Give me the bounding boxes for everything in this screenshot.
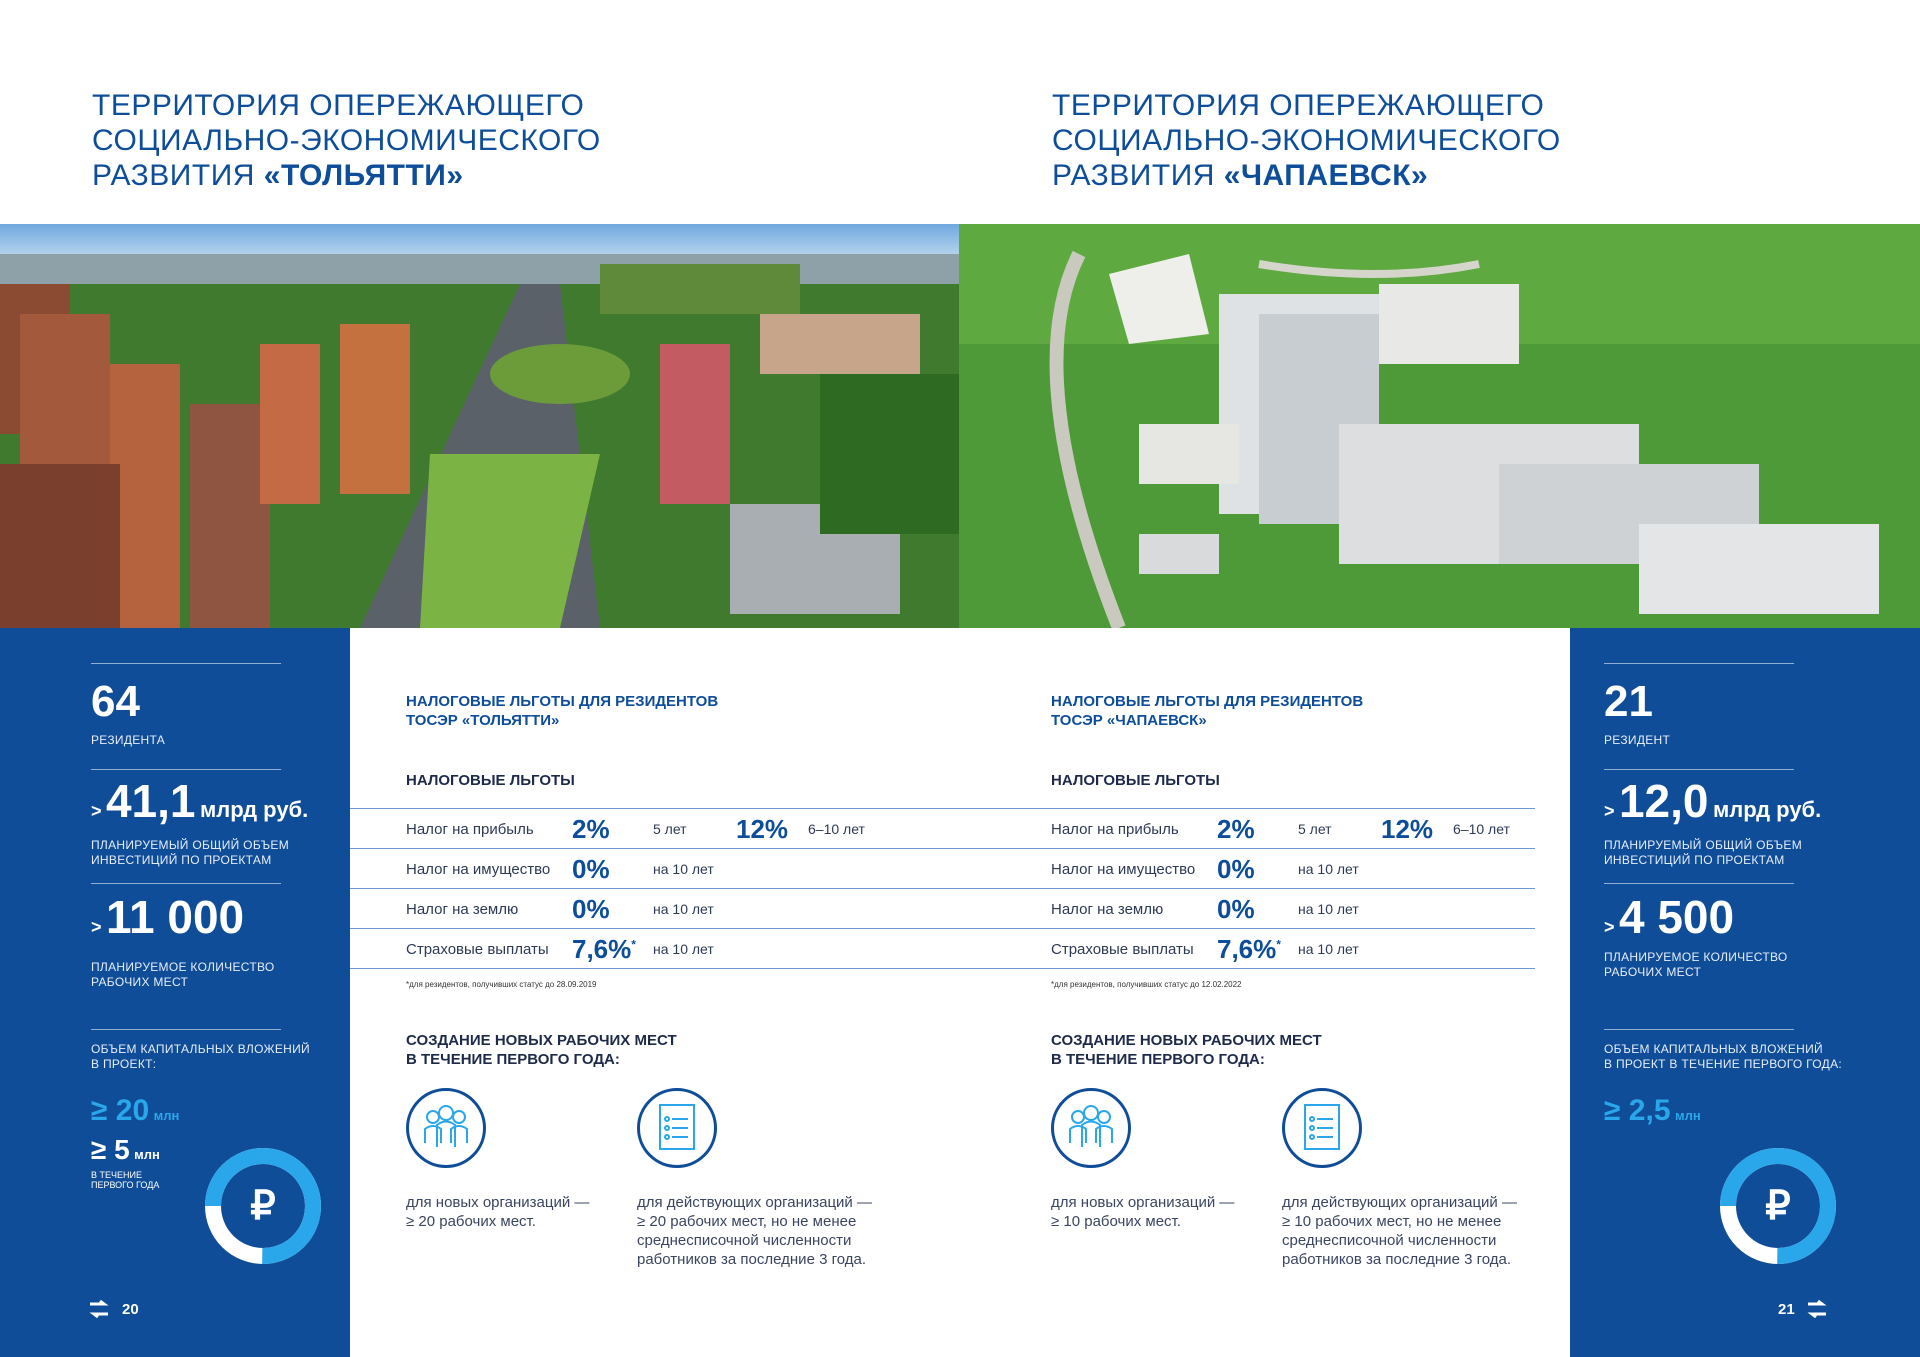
ruble-icon: ₽ xyxy=(250,1184,276,1228)
tax-rate: 0% xyxy=(572,854,610,884)
ruble-ring xyxy=(1717,1145,1839,1267)
page-number: 21 xyxy=(1778,1301,1795,1318)
capex-unit: млн xyxy=(1674,1108,1701,1123)
capex-value-2 xyxy=(91,1136,160,1164)
text-line: среднесписочной численности xyxy=(1282,1232,1497,1249)
text-line: ≥ 20 рабочих мест, но не менее xyxy=(637,1213,857,1230)
new-org-text xyxy=(1051,1193,1234,1231)
tax-term: 5 лет xyxy=(1298,821,1332,837)
heading-city: «ЧАПАЕВСК» xyxy=(1223,159,1429,192)
capex-number: ≥ 2,5 xyxy=(1604,1094,1671,1127)
capex-value-1 xyxy=(1604,1094,1701,1128)
divider xyxy=(1604,769,1794,770)
jobs-label xyxy=(91,960,275,990)
label-line: ОБЪЕМ КАПИТАЛЬНЫХ ВЛОЖЕНИЙ xyxy=(1604,1042,1823,1056)
note-line: В ТЕЧЕНИЕ xyxy=(91,1170,142,1180)
investment-label xyxy=(91,838,289,868)
heading-chapaevsk xyxy=(1052,88,1561,193)
label-line: В ПРОЕКТ: xyxy=(91,1057,157,1071)
label-line: РАБОЧИХ МЕСТ xyxy=(91,975,189,989)
capex-unit: млн xyxy=(153,1108,180,1123)
tax-rate: 12% xyxy=(1381,814,1434,844)
heading-line: СОЦИАЛЬНО-ЭКОНОМИЧЕСКОГО xyxy=(92,124,601,157)
jobs-value xyxy=(1604,891,1735,943)
footnote: *для резидентов, получивших статус до 12.02.2022 xyxy=(1051,980,1242,989)
tax-rate-value: 7,6% xyxy=(1217,934,1277,964)
tax-subtitle: НАЛОГОВЫЕ ЛЬГОТЫ xyxy=(406,772,575,789)
document-list-icon xyxy=(1282,1088,1362,1168)
tax-rate xyxy=(572,934,636,965)
heading-line: СОЦИАЛЬНО-ЭКОНОМИЧЕСКОГО xyxy=(1052,124,1561,157)
capex-unit: млн xyxy=(134,1147,160,1162)
tax-row xyxy=(959,929,1535,968)
table-line xyxy=(959,968,1535,969)
label-line: ПЛАНИРУЕМЫЙ ОБЩИЙ ОБЪЕМ xyxy=(1604,838,1802,852)
text-line: ≥ 10 рабочих мест. xyxy=(1051,1213,1181,1230)
tax-rate: 2% xyxy=(1217,814,1255,844)
heading-togliatti xyxy=(92,88,601,193)
existing-org-text xyxy=(1282,1193,1517,1269)
ruble-ring xyxy=(202,1145,324,1267)
jobs-title xyxy=(406,1031,677,1069)
stats-panel-togliatti xyxy=(0,628,350,1357)
tax-row xyxy=(350,849,959,888)
footnote-mark: * xyxy=(631,937,636,952)
brand-logo-icon xyxy=(88,1300,110,1318)
title-line: ТОСЭР «ТОЛЬЯТТИ» xyxy=(406,712,560,729)
tax-row xyxy=(350,809,959,848)
tax-rate: 0% xyxy=(572,894,610,924)
tax-row xyxy=(959,849,1535,888)
tax-row-label: Налог на землю xyxy=(1051,901,1164,918)
brand-logo-icon xyxy=(1806,1300,1828,1318)
stats-panel-chapaevsk xyxy=(1570,628,1920,1357)
investment-unit: млрд руб. xyxy=(1712,797,1822,822)
text-line: ≥ 10 рабочих мест, но не менее xyxy=(1282,1213,1502,1230)
heading-line: ТЕРРИТОРИЯ ОПЕРЕЖАЮЩЕГО xyxy=(92,89,585,122)
jobs-number: 11 000 xyxy=(105,891,245,943)
tax-term: на 10 лет xyxy=(653,861,714,877)
tax-subtitle: НАЛОГОВЫЕ ЛЬГОТЫ xyxy=(1051,772,1220,789)
residents-label: РЕЗИДЕНТА xyxy=(91,733,166,747)
tax-row-label: Страховые выплаты xyxy=(406,941,549,958)
investment-value xyxy=(1604,775,1822,827)
tax-term: на 10 лет xyxy=(1298,861,1359,877)
tax-term: 6–10 лет xyxy=(808,821,865,837)
tax-rate: 0% xyxy=(1217,894,1255,924)
greater-than: > xyxy=(91,801,102,821)
heading-line xyxy=(1052,158,1561,193)
divider xyxy=(91,769,281,770)
investment-value xyxy=(91,775,309,827)
tax-term: на 10 лет xyxy=(1298,941,1359,957)
divider xyxy=(1604,1029,1794,1030)
text-line: для новых организаций — xyxy=(406,1194,590,1211)
divider xyxy=(91,1029,281,1030)
tax-row xyxy=(350,889,959,928)
heading-city: «ТОЛЬЯТТИ» xyxy=(263,159,464,192)
tax-rate: 12% xyxy=(736,814,789,844)
divider xyxy=(91,663,281,664)
tax-row xyxy=(959,889,1535,928)
greater-than: > xyxy=(91,917,102,937)
tax-row xyxy=(350,929,959,968)
text-line: работников за последние 3 года. xyxy=(1282,1251,1511,1268)
divider xyxy=(1604,663,1794,664)
tax-row-label: Налог на землю xyxy=(406,901,519,918)
tax-row xyxy=(959,809,1535,848)
new-org-text xyxy=(406,1193,589,1231)
residents-label: РЕЗИДЕНТ xyxy=(1604,733,1671,747)
people-group-icon xyxy=(1051,1088,1131,1168)
label-line: РАБОЧИХ МЕСТ xyxy=(1604,965,1702,979)
label-line: В ПРОЕКТ В ТЕЧЕНИЕ ПЕРВОГО ГОДА: xyxy=(1604,1057,1843,1071)
tax-term: 5 лет xyxy=(653,821,687,837)
section-title-chapaevsk xyxy=(1051,692,1363,730)
residents-count: 21 xyxy=(1604,677,1653,726)
title-line: НАЛОГОВЫЕ ЛЬГОТЫ ДЛЯ РЕЗИДЕНТОВ xyxy=(1051,693,1364,710)
heading-prefix: РАЗВИТИЯ xyxy=(92,159,264,192)
footnote-mark: * xyxy=(1276,937,1281,952)
tax-row-label: Страховые выплаты xyxy=(1051,941,1194,958)
title-line: В ТЕЧЕНИЕ ПЕРВОГО ГОДА: xyxy=(1051,1051,1265,1068)
label-line: ПЛАНИРУЕМЫЙ ОБЩИЙ ОБЪЕМ xyxy=(91,838,289,852)
investment-number: 12,0 xyxy=(1618,775,1709,827)
text-line: среднесписочной численности xyxy=(637,1232,852,1249)
label-line: ИНВЕСТИЦИЙ ПО ПРОЕКТАМ xyxy=(91,853,272,867)
residents-count: 64 xyxy=(91,677,140,726)
capex-number: ≥ 5 xyxy=(91,1134,130,1165)
investment-number: 41,1 xyxy=(105,775,196,827)
tax-term: на 10 лет xyxy=(653,941,714,957)
heading-line: ТЕРРИТОРИЯ ОПЕРЕЖАЮЩЕГО xyxy=(1052,89,1545,122)
jobs-number: 4 500 xyxy=(1618,891,1735,943)
photo-togliatti-city xyxy=(0,224,959,628)
title-line: ТОСЭР «ЧАПАЕВСК» xyxy=(1051,712,1207,729)
capex-note xyxy=(91,1170,159,1190)
text-line: работников за последние 3 года. xyxy=(637,1251,866,1268)
tax-row-label: Налог на прибыль xyxy=(406,821,534,838)
note-line: ПЕРВОГО ГОДА xyxy=(91,1180,160,1190)
title-line: НАЛОГОВЫЕ ЛЬГОТЫ ДЛЯ РЕЗИДЕНТОВ xyxy=(406,693,719,710)
jobs-value xyxy=(91,891,245,943)
label-line: ПЛАНИРУЕМОЕ КОЛИЧЕСТВО xyxy=(1604,950,1788,964)
text-line: для действующих организаций — xyxy=(1282,1194,1517,1211)
tax-row-label: Налог на имущество xyxy=(406,861,551,878)
document-list-icon xyxy=(637,1088,717,1168)
existing-org-text xyxy=(637,1193,872,1269)
divider xyxy=(1604,883,1794,884)
footnote: *для резидентов, получивших статус до 28.09.2019 xyxy=(406,980,597,989)
tax-term: 6–10 лет xyxy=(1453,821,1510,837)
capex-value-1 xyxy=(91,1094,179,1128)
title-line: СОЗДАНИЕ НОВЫХ РАБОЧИХ МЕСТ xyxy=(1051,1032,1322,1049)
page-number: 20 xyxy=(122,1301,139,1318)
label-line: ИНВЕСТИЦИЙ ПО ПРОЕКТАМ xyxy=(1604,853,1785,867)
jobs-title xyxy=(1051,1031,1322,1069)
tax-row-label: Налог на имущество xyxy=(1051,861,1196,878)
text-line: для действующих организаций — xyxy=(637,1194,872,1211)
capex-label xyxy=(1604,1042,1842,1072)
title-line: В ТЕЧЕНИЕ ПЕРВОГО ГОДА: xyxy=(406,1051,620,1068)
tax-term: на 10 лет xyxy=(1298,901,1359,917)
capex-label xyxy=(91,1042,310,1072)
heading-line xyxy=(92,158,601,193)
capex-number: ≥ 20 xyxy=(91,1094,150,1127)
text-line: ≥ 20 рабочих мест. xyxy=(406,1213,536,1230)
jobs-label xyxy=(1604,950,1788,980)
investment-unit: млрд руб. xyxy=(199,797,309,822)
greater-than: > xyxy=(1604,917,1615,937)
people-group-icon xyxy=(406,1088,486,1168)
investment-label xyxy=(1604,838,1802,868)
tax-rate: 2% xyxy=(572,814,610,844)
heading-prefix: РАЗВИТИЯ xyxy=(1052,159,1224,192)
label-line: ОБЪЕМ КАПИТАЛЬНЫХ ВЛОЖЕНИЙ xyxy=(91,1042,310,1056)
ruble-icon: ₽ xyxy=(1765,1184,1791,1228)
tax-rate: 0% xyxy=(1217,854,1255,884)
divider xyxy=(91,883,281,884)
section-title-togliatti xyxy=(406,692,718,730)
photo-chapaevsk-plant xyxy=(959,224,1920,628)
tax-rate-value: 7,6% xyxy=(572,934,632,964)
text-line: для новых организаций — xyxy=(1051,1194,1235,1211)
tax-rate xyxy=(1217,934,1281,965)
label-line: ПЛАНИРУЕМОЕ КОЛИЧЕСТВО xyxy=(91,960,275,974)
title-line: СОЗДАНИЕ НОВЫХ РАБОЧИХ МЕСТ xyxy=(406,1032,677,1049)
greater-than: > xyxy=(1604,801,1615,821)
table-line xyxy=(350,968,959,969)
tax-term: на 10 лет xyxy=(653,901,714,917)
tax-row-label: Налог на прибыль xyxy=(1051,821,1179,838)
